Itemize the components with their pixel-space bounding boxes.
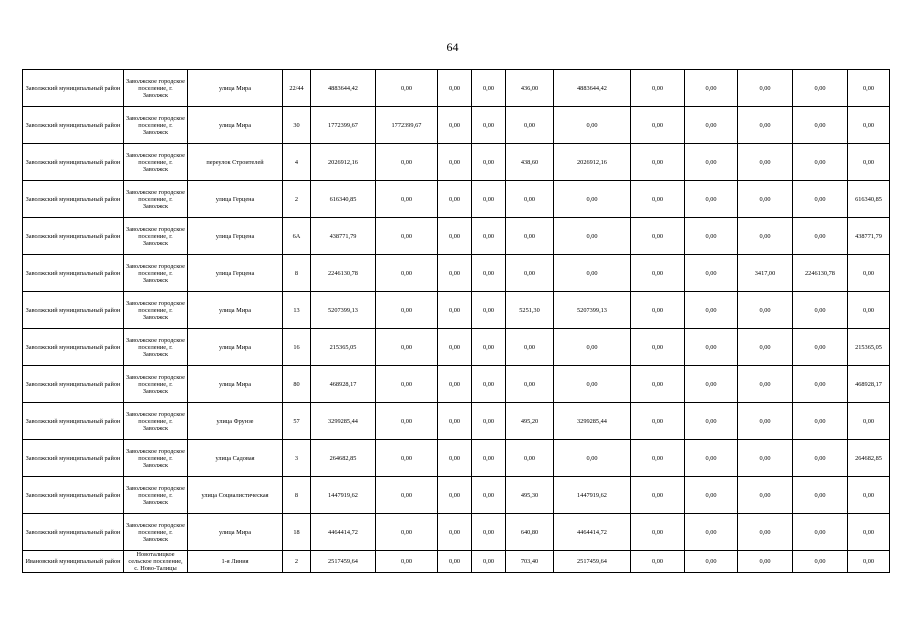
- cell-c9: 0,00: [793, 514, 848, 551]
- cell-settlement: Заволжское городское поселение, г. Заволжск: [124, 329, 188, 366]
- cell-c7: 0,00: [685, 218, 738, 255]
- cell-c4: 0,00: [506, 181, 554, 218]
- cell-street: улица Герцена: [188, 181, 283, 218]
- cell-total: 468928,17: [311, 366, 376, 403]
- cell-street: улица Социалистическая: [188, 477, 283, 514]
- cell-c4: 436,00: [506, 70, 554, 107]
- cell-c8: 0,00: [738, 70, 793, 107]
- cell-c9: 0,00: [793, 144, 848, 181]
- cell-c1: 0,00: [376, 181, 438, 218]
- cell-c4: 703,40: [506, 551, 554, 573]
- table-row: [23, 107, 890, 144]
- cell-c8: 0,00: [738, 144, 793, 181]
- cell-total: 4464414,72: [311, 514, 376, 551]
- cell-street: улица Мира: [188, 514, 283, 551]
- cell-c6: 0,00: [631, 329, 685, 366]
- cell-district: Заволжский муниципальный район: [23, 366, 124, 403]
- cell-c3: 0,00: [472, 366, 506, 403]
- cell-settlement: Заволжское городское поселение, г. Заволжск: [124, 218, 188, 255]
- table-row: [23, 70, 890, 107]
- cell-c3: 0,00: [472, 292, 506, 329]
- cell-c4: 5251,30: [506, 292, 554, 329]
- cell-c2: 0,00: [438, 181, 472, 218]
- cell-c1: 0,00: [376, 255, 438, 292]
- cell-c8: 0,00: [738, 107, 793, 144]
- cell-c8: 0,00: [738, 218, 793, 255]
- cell-settlement: Заволжское городское поселение, г. Заволжск: [124, 255, 188, 292]
- cell-c8: 0,00: [738, 292, 793, 329]
- cell-c10: 438771,79: [848, 218, 890, 255]
- cell-street: улица Герцена: [188, 255, 283, 292]
- cell-c6: 0,00: [631, 366, 685, 403]
- cell-c7: 0,00: [685, 440, 738, 477]
- cell-district: Заволжский муниципальный район: [23, 440, 124, 477]
- cell-c4: 0,00: [506, 440, 554, 477]
- cell-c7: 0,00: [685, 255, 738, 292]
- cell-c1: 0,00: [376, 218, 438, 255]
- cell-c10: 0,00: [848, 292, 890, 329]
- cell-c10: 0,00: [848, 477, 890, 514]
- cell-house: 3: [283, 440, 311, 477]
- cell-c5: 1447919,62: [554, 477, 631, 514]
- cell-c9: 2246130,78: [793, 255, 848, 292]
- cell-settlement: Заволжское городское поселение, г. Заволжск: [124, 107, 188, 144]
- cell-c2: 0,00: [438, 366, 472, 403]
- cell-district: Заволжский муниципальный район: [23, 255, 124, 292]
- cell-total: 5207399,13: [311, 292, 376, 329]
- cell-c1: 0,00: [376, 329, 438, 366]
- cell-street: улица Фрунзе: [188, 403, 283, 440]
- cell-c6: 0,00: [631, 514, 685, 551]
- cell-settlement: Заволжское городское поселение, г. Заволжск: [124, 514, 188, 551]
- table-row: [23, 255, 890, 292]
- cell-settlement: Заволжское городское поселение, г. Заволжск: [124, 440, 188, 477]
- cell-c5: 0,00: [554, 366, 631, 403]
- cell-c7: 0,00: [685, 107, 738, 144]
- cell-c10: 0,00: [848, 514, 890, 551]
- cell-district: Заволжский муниципальный район: [23, 477, 124, 514]
- cell-c4: 0,00: [506, 329, 554, 366]
- cell-settlement: Заволжское городское поселение, г. Заволжск: [124, 144, 188, 181]
- cell-total: 2246130,78: [311, 255, 376, 292]
- cell-c1: 0,00: [376, 70, 438, 107]
- table-row: [23, 514, 890, 551]
- cell-c3: 0,00: [472, 440, 506, 477]
- cell-c10: 0,00: [848, 551, 890, 573]
- cell-house: 8: [283, 477, 311, 514]
- cell-c1: 0,00: [376, 366, 438, 403]
- cell-c2: 0,00: [438, 107, 472, 144]
- cell-c7: 0,00: [685, 70, 738, 107]
- cell-district: Заволжский муниципальный район: [23, 218, 124, 255]
- cell-c5: 3299285,44: [554, 403, 631, 440]
- cell-c7: 0,00: [685, 403, 738, 440]
- cell-c5: 4464414,72: [554, 514, 631, 551]
- cell-street: улица Мира: [188, 329, 283, 366]
- cell-c8: 0,00: [738, 403, 793, 440]
- cell-c9: 0,00: [793, 403, 848, 440]
- cell-c4: 640,80: [506, 514, 554, 551]
- page-number: 64: [446, 40, 459, 54]
- table-row: [23, 440, 890, 477]
- cell-c2: 0,00: [438, 70, 472, 107]
- cell-c3: 0,00: [472, 403, 506, 440]
- cell-c10: 468928,17: [848, 366, 890, 403]
- cell-c8: 0,00: [738, 181, 793, 218]
- cell-c1: 0,00: [376, 551, 438, 573]
- cell-c10: 0,00: [848, 144, 890, 181]
- cell-settlement: Заволжское городское поселение, г. Заволжск: [124, 366, 188, 403]
- cell-settlement: Заволжское городское поселение, г. Заволжск: [124, 70, 188, 107]
- cell-c5: 0,00: [554, 107, 631, 144]
- cell-total: 3299285,44: [311, 403, 376, 440]
- cell-c2: 0,00: [438, 440, 472, 477]
- table-body: [23, 70, 890, 573]
- cell-c4: 0,00: [506, 366, 554, 403]
- cell-total: 1772399,67: [311, 107, 376, 144]
- table-row: [23, 329, 890, 366]
- cell-street: улица Мира: [188, 70, 283, 107]
- table-row: [23, 366, 890, 403]
- cell-c6: 0,00: [631, 292, 685, 329]
- cell-district: Заволжский муниципальный район: [23, 107, 124, 144]
- cell-c2: 0,00: [438, 144, 472, 181]
- cell-c10: 0,00: [848, 255, 890, 292]
- cell-c7: 0,00: [685, 181, 738, 218]
- cell-c3: 0,00: [472, 218, 506, 255]
- cell-c3: 0,00: [472, 329, 506, 366]
- table-row: [23, 218, 890, 255]
- cell-c9: 0,00: [793, 181, 848, 218]
- cell-c5: 0,00: [554, 181, 631, 218]
- cell-c5: 5207399,13: [554, 292, 631, 329]
- cell-c9: 0,00: [793, 551, 848, 573]
- cell-c1: 0,00: [376, 514, 438, 551]
- cell-c4: 0,00: [506, 107, 554, 144]
- cell-c10: 215365,05: [848, 329, 890, 366]
- cell-c1: 0,00: [376, 292, 438, 329]
- cell-c8: 0,00: [738, 440, 793, 477]
- cell-house: 13: [283, 292, 311, 329]
- cell-house: 18: [283, 514, 311, 551]
- cell-c9: 0,00: [793, 70, 848, 107]
- cell-c2: 0,00: [438, 218, 472, 255]
- cell-c1: 0,00: [376, 477, 438, 514]
- cell-c3: 0,00: [472, 70, 506, 107]
- cell-settlement: Заволжское городское поселение, г. Заволжск: [124, 292, 188, 329]
- cell-total: 4883644,42: [311, 70, 376, 107]
- cell-total: 438771,79: [311, 218, 376, 255]
- cell-c6: 0,00: [631, 70, 685, 107]
- cell-c8: 0,00: [738, 329, 793, 366]
- cell-c6: 0,00: [631, 551, 685, 573]
- cell-settlement: Заволжское городское поселение, г. Заволжск: [124, 477, 188, 514]
- cell-total: 2517459,64: [311, 551, 376, 573]
- cell-house: 57: [283, 403, 311, 440]
- cell-c6: 0,00: [631, 218, 685, 255]
- cell-c7: 0,00: [685, 551, 738, 573]
- cell-c7: 0,00: [685, 292, 738, 329]
- cell-house: 6А: [283, 218, 311, 255]
- cell-house: 2: [283, 181, 311, 218]
- cell-house: 22/44: [283, 70, 311, 107]
- cell-district: Заволжский муниципальный район: [23, 70, 124, 107]
- cell-c2: 0,00: [438, 292, 472, 329]
- cell-c2: 0,00: [438, 551, 472, 573]
- cell-c5: 4883644,42: [554, 70, 631, 107]
- cell-c3: 0,00: [472, 255, 506, 292]
- cell-street: улица Садовая: [188, 440, 283, 477]
- cell-c9: 0,00: [793, 477, 848, 514]
- cell-c3: 0,00: [472, 107, 506, 144]
- cell-street: улица Мира: [188, 366, 283, 403]
- cell-c6: 0,00: [631, 144, 685, 181]
- cell-c2: 0,00: [438, 255, 472, 292]
- cell-total: 1447919,62: [311, 477, 376, 514]
- cell-house: 8: [283, 255, 311, 292]
- data-table: [22, 69, 890, 573]
- cell-c9: 0,00: [793, 366, 848, 403]
- cell-c9: 0,00: [793, 440, 848, 477]
- cell-c7: 0,00: [685, 514, 738, 551]
- cell-district: Заволжский муниципальный район: [23, 292, 124, 329]
- cell-c4: 495,20: [506, 403, 554, 440]
- cell-c2: 0,00: [438, 477, 472, 514]
- cell-total: 616340,85: [311, 181, 376, 218]
- cell-c9: 0,00: [793, 107, 848, 144]
- cell-c1: 0,00: [376, 144, 438, 181]
- cell-district: Заволжский муниципальный район: [23, 403, 124, 440]
- cell-district: Заволжский муниципальный район: [23, 514, 124, 551]
- cell-house: 4: [283, 144, 311, 181]
- cell-street: переулок Строителей: [188, 144, 283, 181]
- cell-c8: 0,00: [738, 477, 793, 514]
- cell-street: улица Мира: [188, 107, 283, 144]
- cell-c5: 0,00: [554, 218, 631, 255]
- cell-c4: 495,30: [506, 477, 554, 514]
- cell-c4: 0,00: [506, 255, 554, 292]
- cell-c6: 0,00: [631, 107, 685, 144]
- cell-district: Заволжский муниципальный район: [23, 144, 124, 181]
- cell-street: улица Герцена: [188, 218, 283, 255]
- cell-c7: 0,00: [685, 144, 738, 181]
- cell-district: Ивановский муниципальный район: [23, 551, 124, 573]
- table-row: [23, 477, 890, 514]
- cell-settlement: Новоталицкое сельское поселение, с. Ново-Талицы: [124, 551, 188, 573]
- cell-c2: 0,00: [438, 329, 472, 366]
- table-row: [23, 403, 890, 440]
- table-row: [23, 292, 890, 329]
- cell-c8: 0,00: [738, 514, 793, 551]
- cell-settlement: Заволжское городское поселение, г. Заволжск: [124, 403, 188, 440]
- cell-c1: 1772399,67: [376, 107, 438, 144]
- table-row: [23, 551, 890, 573]
- cell-c6: 0,00: [631, 477, 685, 514]
- cell-total: 264682,85: [311, 440, 376, 477]
- cell-c5: 2026912,16: [554, 144, 631, 181]
- cell-c4: 438,60: [506, 144, 554, 181]
- cell-total: 215365,05: [311, 329, 376, 366]
- cell-c10: 0,00: [848, 70, 890, 107]
- cell-house: 30: [283, 107, 311, 144]
- cell-c6: 0,00: [631, 255, 685, 292]
- table-row: [23, 144, 890, 181]
- cell-c5: 0,00: [554, 329, 631, 366]
- cell-c9: 0,00: [793, 292, 848, 329]
- cell-c10: 0,00: [848, 107, 890, 144]
- cell-settlement: Заволжское городское поселение, г. Заволжск: [124, 181, 188, 218]
- cell-c6: 0,00: [631, 403, 685, 440]
- cell-c5: 0,00: [554, 440, 631, 477]
- cell-house: 2: [283, 551, 311, 573]
- cell-c10: 264682,85: [848, 440, 890, 477]
- cell-c6: 0,00: [631, 440, 685, 477]
- cell-c4: 0,00: [506, 218, 554, 255]
- cell-c8: 3417,00: [738, 255, 793, 292]
- cell-c5: 2517459,64: [554, 551, 631, 573]
- cell-c9: 0,00: [793, 329, 848, 366]
- cell-c9: 0,00: [793, 218, 848, 255]
- cell-c2: 0,00: [438, 403, 472, 440]
- cell-c7: 0,00: [685, 477, 738, 514]
- cell-street: улица Мира: [188, 292, 283, 329]
- cell-c6: 0,00: [631, 181, 685, 218]
- cell-c1: 0,00: [376, 403, 438, 440]
- cell-c8: 0,00: [738, 551, 793, 573]
- cell-c3: 0,00: [472, 477, 506, 514]
- cell-c5: 0,00: [554, 255, 631, 292]
- cell-district: Заволжский муниципальный район: [23, 181, 124, 218]
- cell-c3: 0,00: [472, 514, 506, 551]
- cell-c10: 616340,85: [848, 181, 890, 218]
- cell-c7: 0,00: [685, 329, 738, 366]
- cell-c8: 0,00: [738, 366, 793, 403]
- cell-c2: 0,00: [438, 514, 472, 551]
- cell-street: 1-я Линия: [188, 551, 283, 573]
- cell-house: 16: [283, 329, 311, 366]
- cell-district: Заволжский муниципальный район: [23, 329, 124, 366]
- cell-c3: 0,00: [472, 551, 506, 573]
- cell-c3: 0,00: [472, 181, 506, 218]
- cell-c10: 0,00: [848, 403, 890, 440]
- cell-c1: 0,00: [376, 440, 438, 477]
- cell-c3: 0,00: [472, 144, 506, 181]
- table-row: [23, 181, 890, 218]
- cell-total: 2026912,16: [311, 144, 376, 181]
- cell-house: 80: [283, 366, 311, 403]
- cell-c7: 0,00: [685, 366, 738, 403]
